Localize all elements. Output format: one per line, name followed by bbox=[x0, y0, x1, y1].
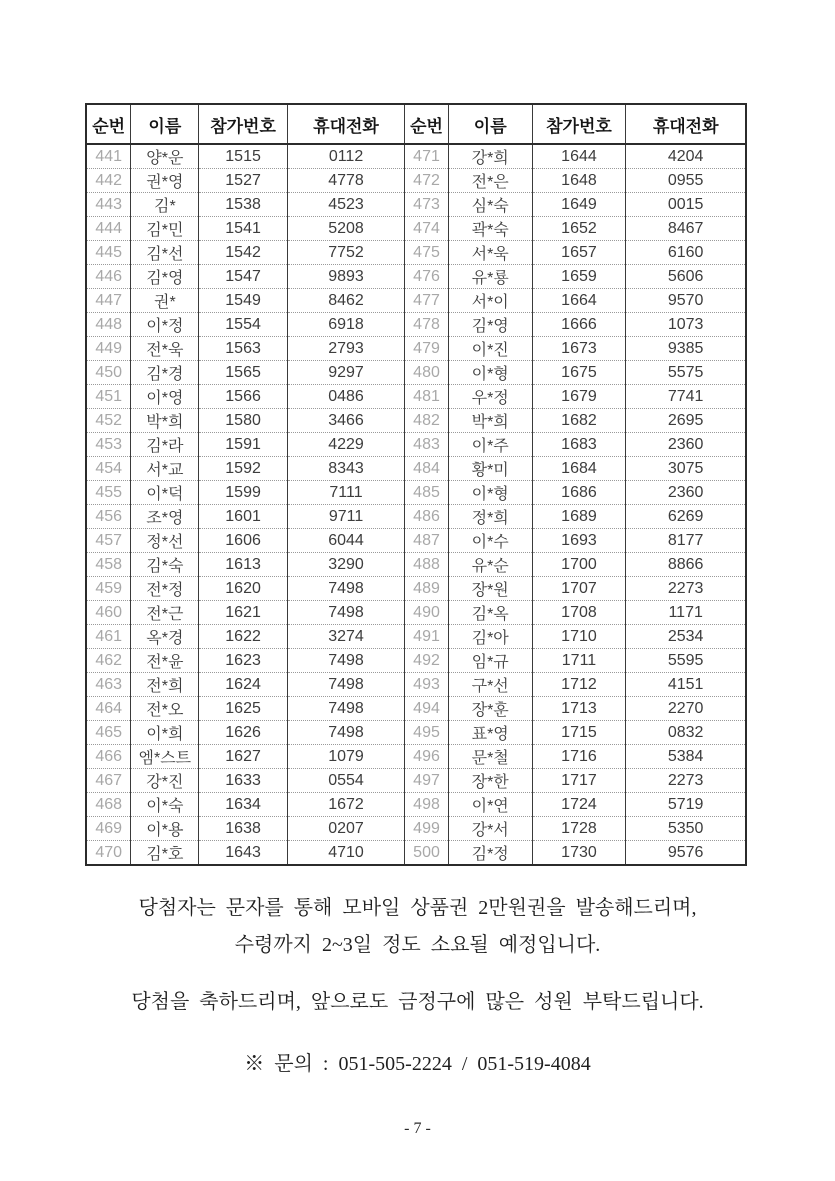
cell-seq: 458 bbox=[86, 553, 131, 577]
cell-name: 장*훈 bbox=[448, 697, 532, 721]
cell-entry-no: 1565 bbox=[199, 361, 287, 385]
cell-name: 이*수 bbox=[448, 529, 532, 553]
cell-entry-no: 1679 bbox=[532, 385, 626, 409]
table-row bbox=[86, 721, 746, 745]
cell-phone: 6269 bbox=[626, 505, 746, 529]
cell-name: 정*희 bbox=[448, 505, 532, 529]
cell-seq: 499 bbox=[405, 817, 449, 841]
cell-entry-no: 1621 bbox=[199, 601, 287, 625]
cell-seq: 451 bbox=[86, 385, 131, 409]
cell-phone: 4204 bbox=[626, 144, 746, 169]
cell-name: 곽*숙 bbox=[448, 217, 532, 241]
cell-entry-no: 1625 bbox=[199, 697, 287, 721]
cell-seq: 483 bbox=[405, 433, 449, 457]
cell-phone: 3274 bbox=[287, 625, 404, 649]
cell-seq: 494 bbox=[405, 697, 449, 721]
cell-name: 전*오 bbox=[131, 697, 199, 721]
table-row bbox=[86, 361, 746, 385]
cell-entry-no: 1620 bbox=[199, 577, 287, 601]
cell-name: 강*서 bbox=[448, 817, 532, 841]
cell-phone: 0832 bbox=[626, 721, 746, 745]
cell-name: 이*형 bbox=[448, 361, 532, 385]
table-row bbox=[86, 241, 746, 265]
cell-name: 정*선 bbox=[131, 529, 199, 553]
cell-seq: 450 bbox=[86, 361, 131, 385]
cell-name: 이*연 bbox=[448, 793, 532, 817]
cell-name: 김*라 bbox=[131, 433, 199, 457]
cell-seq: 497 bbox=[405, 769, 449, 793]
cell-seq: 447 bbox=[86, 289, 131, 313]
col-header-phone: 휴대전화 bbox=[287, 104, 404, 144]
cell-entry-no: 1624 bbox=[199, 673, 287, 697]
cell-phone: 4151 bbox=[626, 673, 746, 697]
cell-seq: 461 bbox=[86, 625, 131, 649]
cell-entry-no: 1626 bbox=[199, 721, 287, 745]
cell-phone: 7498 bbox=[287, 601, 404, 625]
cell-entry-no: 1666 bbox=[532, 313, 626, 337]
cell-phone: 2360 bbox=[626, 481, 746, 505]
cell-name: 전*근 bbox=[131, 601, 199, 625]
table-row bbox=[86, 697, 746, 721]
cell-entry-no: 1527 bbox=[199, 169, 287, 193]
cell-entry-no: 1712 bbox=[532, 673, 626, 697]
cell-phone: 3075 bbox=[626, 457, 746, 481]
cell-phone: 5350 bbox=[626, 817, 746, 841]
col-header-name: 이름 bbox=[448, 104, 532, 144]
cell-entry-no: 1644 bbox=[532, 144, 626, 169]
cell-name: 장*원 bbox=[448, 577, 532, 601]
cell-entry-no: 1708 bbox=[532, 601, 626, 625]
cell-phone: 9711 bbox=[287, 505, 404, 529]
cell-seq: 470 bbox=[86, 841, 131, 866]
cell-seq: 443 bbox=[86, 193, 131, 217]
cell-name: 김*영 bbox=[131, 265, 199, 289]
cell-seq: 491 bbox=[405, 625, 449, 649]
table-row bbox=[86, 601, 746, 625]
cell-phone: 4229 bbox=[287, 433, 404, 457]
cell-entry-no: 1648 bbox=[532, 169, 626, 193]
cell-phone: 7752 bbox=[287, 241, 404, 265]
cell-entry-no: 1566 bbox=[199, 385, 287, 409]
cell-phone: 6918 bbox=[287, 313, 404, 337]
cell-seq: 468 bbox=[86, 793, 131, 817]
cell-seq: 449 bbox=[86, 337, 131, 361]
cell-name: 김*경 bbox=[131, 361, 199, 385]
cell-seq: 493 bbox=[405, 673, 449, 697]
table-row bbox=[86, 649, 746, 673]
cell-phone: 4710 bbox=[287, 841, 404, 866]
cell-seq: 482 bbox=[405, 409, 449, 433]
cell-seq: 471 bbox=[405, 144, 449, 169]
cell-name: 서*교 bbox=[131, 457, 199, 481]
cell-phone: 2270 bbox=[626, 697, 746, 721]
cell-entry-no: 1686 bbox=[532, 481, 626, 505]
table-row bbox=[86, 505, 746, 529]
cell-name: 표*영 bbox=[448, 721, 532, 745]
cell-entry-no: 1592 bbox=[199, 457, 287, 481]
cell-name: 이*주 bbox=[448, 433, 532, 457]
cell-entry-no: 1541 bbox=[199, 217, 287, 241]
cell-entry-no: 1580 bbox=[199, 409, 287, 433]
table-header-row bbox=[86, 104, 746, 144]
cell-phone: 9893 bbox=[287, 265, 404, 289]
winner-table bbox=[85, 103, 747, 866]
cell-seq: 495 bbox=[405, 721, 449, 745]
cell-entry-no: 1682 bbox=[532, 409, 626, 433]
cell-entry-no: 1710 bbox=[532, 625, 626, 649]
table-row bbox=[86, 313, 746, 337]
table-row bbox=[86, 409, 746, 433]
cell-seq: 473 bbox=[405, 193, 449, 217]
cell-name: 강*희 bbox=[448, 144, 532, 169]
cell-seq: 441 bbox=[86, 144, 131, 169]
cell-name: 김* bbox=[131, 193, 199, 217]
cell-entry-no: 1599 bbox=[199, 481, 287, 505]
cell-entry-no: 1717 bbox=[532, 769, 626, 793]
table-row bbox=[86, 817, 746, 841]
cell-seq: 475 bbox=[405, 241, 449, 265]
cell-phone: 2793 bbox=[287, 337, 404, 361]
cell-phone: 5606 bbox=[626, 265, 746, 289]
cell-seq: 490 bbox=[405, 601, 449, 625]
cell-entry-no: 1683 bbox=[532, 433, 626, 457]
cell-entry-no: 1664 bbox=[532, 289, 626, 313]
cell-entry-no: 1554 bbox=[199, 313, 287, 337]
cell-seq: 463 bbox=[86, 673, 131, 697]
cell-name: 조*영 bbox=[131, 505, 199, 529]
cell-phone: 1079 bbox=[287, 745, 404, 769]
cell-phone: 8462 bbox=[287, 289, 404, 313]
cell-entry-no: 1711 bbox=[532, 649, 626, 673]
table-row bbox=[86, 745, 746, 769]
cell-name: 전*윤 bbox=[131, 649, 199, 673]
cell-seq: 444 bbox=[86, 217, 131, 241]
cell-seq: 459 bbox=[86, 577, 131, 601]
cell-phone: 0015 bbox=[626, 193, 746, 217]
cell-phone: 0207 bbox=[287, 817, 404, 841]
cell-seq: 474 bbox=[405, 217, 449, 241]
cell-name: 양*운 bbox=[131, 144, 199, 169]
cell-entry-no: 1673 bbox=[532, 337, 626, 361]
cell-entry-no: 1724 bbox=[532, 793, 626, 817]
notice-paragraph-1 bbox=[0, 890, 835, 964]
cell-seq: 477 bbox=[405, 289, 449, 313]
cell-entry-no: 1563 bbox=[199, 337, 287, 361]
cell-phone: 7498 bbox=[287, 721, 404, 745]
cell-seq: 454 bbox=[86, 457, 131, 481]
cell-phone: 2273 bbox=[626, 577, 746, 601]
cell-name: 권*영 bbox=[131, 169, 199, 193]
cell-name: 박*희 bbox=[448, 409, 532, 433]
cell-seq: 487 bbox=[405, 529, 449, 553]
cell-phone: 7498 bbox=[287, 697, 404, 721]
cell-phone: 2360 bbox=[626, 433, 746, 457]
cell-entry-no: 1707 bbox=[532, 577, 626, 601]
cell-seq: 500 bbox=[405, 841, 449, 866]
table-row bbox=[86, 217, 746, 241]
cell-name: 이*진 bbox=[448, 337, 532, 361]
table-row bbox=[86, 793, 746, 817]
cell-phone: 1171 bbox=[626, 601, 746, 625]
cell-entry-no: 1606 bbox=[199, 529, 287, 553]
cell-seq: 464 bbox=[86, 697, 131, 721]
cell-entry-no: 1684 bbox=[532, 457, 626, 481]
col-header-seq: 순번 bbox=[86, 104, 131, 144]
winner-table-body bbox=[86, 144, 746, 865]
cell-name: 이*형 bbox=[448, 481, 532, 505]
cell-entry-no: 1659 bbox=[532, 265, 626, 289]
cell-seq: 478 bbox=[405, 313, 449, 337]
table-row bbox=[86, 457, 746, 481]
cell-name: 이*덕 bbox=[131, 481, 199, 505]
cell-name: 김*호 bbox=[131, 841, 199, 866]
cell-seq: 476 bbox=[405, 265, 449, 289]
cell-name: 구*선 bbox=[448, 673, 532, 697]
table-row bbox=[86, 769, 746, 793]
cell-phone: 9297 bbox=[287, 361, 404, 385]
cell-name: 박*희 bbox=[131, 409, 199, 433]
col-header-phone: 휴대전화 bbox=[626, 104, 746, 144]
cell-entry-no: 1638 bbox=[199, 817, 287, 841]
cell-phone: 3466 bbox=[287, 409, 404, 433]
cell-seq: 472 bbox=[405, 169, 449, 193]
cell-seq: 452 bbox=[86, 409, 131, 433]
cell-phone: 2273 bbox=[626, 769, 746, 793]
cell-name: 문*철 bbox=[448, 745, 532, 769]
cell-seq: 481 bbox=[405, 385, 449, 409]
cell-entry-no: 1657 bbox=[532, 241, 626, 265]
table-row bbox=[86, 553, 746, 577]
table-row bbox=[86, 265, 746, 289]
cell-entry-no: 1728 bbox=[532, 817, 626, 841]
cell-entry-no: 1549 bbox=[199, 289, 287, 313]
cell-name: 황*미 bbox=[448, 457, 532, 481]
cell-phone: 4778 bbox=[287, 169, 404, 193]
cell-name: 엠*스트 bbox=[131, 745, 199, 769]
cell-entry-no: 1713 bbox=[532, 697, 626, 721]
cell-entry-no: 1649 bbox=[532, 193, 626, 217]
cell-entry-no: 1652 bbox=[532, 217, 626, 241]
cell-name: 김*정 bbox=[448, 841, 532, 866]
cell-entry-no: 1623 bbox=[199, 649, 287, 673]
cell-entry-no: 1542 bbox=[199, 241, 287, 265]
cell-entry-no: 1613 bbox=[199, 553, 287, 577]
cell-entry-no: 1689 bbox=[532, 505, 626, 529]
cell-name: 권* bbox=[131, 289, 199, 313]
cell-entry-no: 1515 bbox=[199, 144, 287, 169]
cell-seq: 496 bbox=[405, 745, 449, 769]
cell-phone: 9570 bbox=[626, 289, 746, 313]
cell-entry-no: 1643 bbox=[199, 841, 287, 866]
table-row bbox=[86, 289, 746, 313]
table-row bbox=[86, 337, 746, 361]
table-row bbox=[86, 169, 746, 193]
cell-name: 이*숙 bbox=[131, 793, 199, 817]
notice-paragraph-2 bbox=[0, 984, 835, 1021]
cell-seq: 445 bbox=[86, 241, 131, 265]
cell-entry-no: 1627 bbox=[199, 745, 287, 769]
cell-seq: 488 bbox=[405, 553, 449, 577]
cell-phone: 4523 bbox=[287, 193, 404, 217]
cell-entry-no: 1622 bbox=[199, 625, 287, 649]
cell-phone: 5384 bbox=[626, 745, 746, 769]
cell-entry-no: 1601 bbox=[199, 505, 287, 529]
cell-phone: 1073 bbox=[626, 313, 746, 337]
cell-name: 임*규 bbox=[448, 649, 532, 673]
cell-seq: 446 bbox=[86, 265, 131, 289]
cell-phone: 1672 bbox=[287, 793, 404, 817]
cell-phone: 7741 bbox=[626, 385, 746, 409]
col-header-name: 이름 bbox=[131, 104, 199, 144]
cell-phone: 5595 bbox=[626, 649, 746, 673]
cell-phone: 7111 bbox=[287, 481, 404, 505]
cell-phone: 5719 bbox=[626, 793, 746, 817]
cell-phone: 0486 bbox=[287, 385, 404, 409]
cell-entry-no: 1693 bbox=[532, 529, 626, 553]
cell-seq: 442 bbox=[86, 169, 131, 193]
cell-name: 전*희 bbox=[131, 673, 199, 697]
cell-name: 서*이 bbox=[448, 289, 532, 313]
cell-name: 김*아 bbox=[448, 625, 532, 649]
cell-seq: 448 bbox=[86, 313, 131, 337]
cell-entry-no: 1538 bbox=[199, 193, 287, 217]
cell-phone: 7498 bbox=[287, 649, 404, 673]
cell-name: 김*숙 bbox=[131, 553, 199, 577]
col-header-entry-no: 참가번호 bbox=[532, 104, 626, 144]
cell-seq: 466 bbox=[86, 745, 131, 769]
table-row bbox=[86, 529, 746, 553]
cell-seq: 462 bbox=[86, 649, 131, 673]
cell-phone: 6044 bbox=[287, 529, 404, 553]
cell-phone: 6160 bbox=[626, 241, 746, 265]
cell-name: 김*민 bbox=[131, 217, 199, 241]
cell-phone: 7498 bbox=[287, 577, 404, 601]
cell-phone: 0955 bbox=[626, 169, 746, 193]
cell-entry-no: 1547 bbox=[199, 265, 287, 289]
table-row bbox=[86, 433, 746, 457]
notice-line: 당첨자는 문자를 통해 모바일 상품권 2만원권을 발송해드리며, bbox=[138, 897, 697, 919]
cell-name: 이*영 bbox=[131, 385, 199, 409]
cell-phone: 0554 bbox=[287, 769, 404, 793]
cell-seq: 453 bbox=[86, 433, 131, 457]
cell-seq: 455 bbox=[86, 481, 131, 505]
table-row bbox=[86, 577, 746, 601]
cell-name: 강*진 bbox=[131, 769, 199, 793]
cell-phone: 2534 bbox=[626, 625, 746, 649]
cell-name: 김*영 bbox=[448, 313, 532, 337]
cell-name: 전*정 bbox=[131, 577, 199, 601]
notice-line: 수령까지 2~3일 정도 소요될 예정입니다. bbox=[234, 934, 601, 956]
cell-phone: 5208 bbox=[287, 217, 404, 241]
cell-phone: 3290 bbox=[287, 553, 404, 577]
cell-name: 서*욱 bbox=[448, 241, 532, 265]
cell-seq: 460 bbox=[86, 601, 131, 625]
table-row bbox=[86, 841, 746, 866]
table-row bbox=[86, 625, 746, 649]
cell-seq: 486 bbox=[405, 505, 449, 529]
cell-phone: 8343 bbox=[287, 457, 404, 481]
table-row bbox=[86, 193, 746, 217]
cell-seq: 465 bbox=[86, 721, 131, 745]
cell-entry-no: 1715 bbox=[532, 721, 626, 745]
cell-phone: 9576 bbox=[626, 841, 746, 866]
cell-entry-no: 1634 bbox=[199, 793, 287, 817]
col-header-seq: 순번 bbox=[405, 104, 449, 144]
page-number: - 7 - bbox=[404, 1120, 431, 1137]
cell-phone: 0112 bbox=[287, 144, 404, 169]
cell-entry-no: 1700 bbox=[532, 553, 626, 577]
cell-phone: 8467 bbox=[626, 217, 746, 241]
cell-seq: 492 bbox=[405, 649, 449, 673]
cell-entry-no: 1730 bbox=[532, 841, 626, 866]
table-row bbox=[86, 144, 746, 169]
cell-phone: 2695 bbox=[626, 409, 746, 433]
cell-name: 우*정 bbox=[448, 385, 532, 409]
cell-phone: 8866 bbox=[626, 553, 746, 577]
cell-seq: 457 bbox=[86, 529, 131, 553]
cell-name: 이*정 bbox=[131, 313, 199, 337]
cell-seq: 467 bbox=[86, 769, 131, 793]
cell-seq: 456 bbox=[86, 505, 131, 529]
table-row bbox=[86, 673, 746, 697]
cell-name: 장*한 bbox=[448, 769, 532, 793]
cell-name: 김*옥 bbox=[448, 601, 532, 625]
table-row bbox=[86, 481, 746, 505]
cell-phone: 8177 bbox=[626, 529, 746, 553]
cell-name: 유*순 bbox=[448, 553, 532, 577]
cell-seq: 480 bbox=[405, 361, 449, 385]
col-header-entry-no: 참가번호 bbox=[199, 104, 287, 144]
notice-line: 당첨을 축하드리며, 앞으로도 금정구에 많은 성원 부탁드립니다. bbox=[131, 991, 704, 1013]
cell-seq: 489 bbox=[405, 577, 449, 601]
cell-name: 전*욱 bbox=[131, 337, 199, 361]
cell-entry-no: 1591 bbox=[199, 433, 287, 457]
cell-name: 전*은 bbox=[448, 169, 532, 193]
contact-line: ※ 문의 : 051-505-2224 / 051-519-4084 bbox=[244, 1053, 591, 1075]
cell-name: 옥*경 bbox=[131, 625, 199, 649]
cell-name: 유*룡 bbox=[448, 265, 532, 289]
table-row bbox=[86, 385, 746, 409]
winner-table-container bbox=[85, 103, 747, 866]
cell-phone: 7498 bbox=[287, 673, 404, 697]
cell-seq: 498 bbox=[405, 793, 449, 817]
cell-seq: 479 bbox=[405, 337, 449, 361]
cell-entry-no: 1675 bbox=[532, 361, 626, 385]
cell-seq: 485 bbox=[405, 481, 449, 505]
cell-phone: 9385 bbox=[626, 337, 746, 361]
cell-entry-no: 1716 bbox=[532, 745, 626, 769]
cell-seq: 484 bbox=[405, 457, 449, 481]
cell-seq: 469 bbox=[86, 817, 131, 841]
cell-name: 이*희 bbox=[131, 721, 199, 745]
cell-phone: 5575 bbox=[626, 361, 746, 385]
cell-entry-no: 1633 bbox=[199, 769, 287, 793]
cell-name: 김*선 bbox=[131, 241, 199, 265]
cell-name: 이*용 bbox=[131, 817, 199, 841]
cell-name: 심*숙 bbox=[448, 193, 532, 217]
